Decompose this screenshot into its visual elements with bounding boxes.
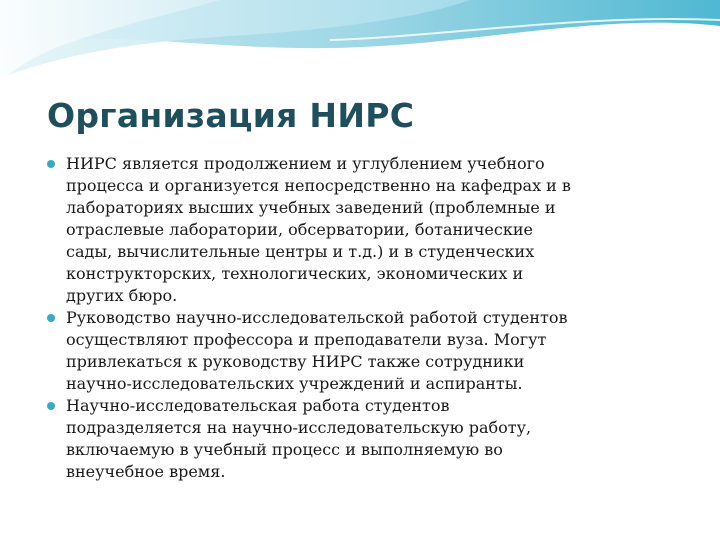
bullet-item-2 xyxy=(46,307,676,395)
bullet-line: Руководство научно-исследовательской работой студентов xyxy=(66,308,568,327)
bullet-text xyxy=(66,395,676,483)
bullet-line: внеучебное время. xyxy=(66,462,226,481)
bullet-list xyxy=(46,153,676,483)
bullet-line: НИРС является продолжением и углублением учебного xyxy=(66,154,545,173)
bullet-line: других бюро. xyxy=(66,286,178,305)
bullet-line: сады, вычислительные центры и т.д.) и в студенческих xyxy=(66,242,535,261)
bullet-line: конструкторских, технологических, экономических и xyxy=(66,264,524,283)
bullet-line: научно-исследовательских учреждений и аспиранты. xyxy=(66,374,523,393)
bullet-dot-icon xyxy=(47,160,55,168)
bullet-item-1 xyxy=(46,153,676,307)
decorative-wave-band xyxy=(0,0,720,100)
slide-title: Организация НИРС xyxy=(47,96,415,135)
bullet-text xyxy=(66,307,676,395)
bullet-line: привлекаться к руководству НИРС также сотрудники xyxy=(66,352,525,371)
bullet-line: осуществляют профессора и преподаватели вуза. Могут xyxy=(66,330,547,349)
bullet-item-3 xyxy=(46,395,676,483)
bullet-line: Научно-исследовательская работа студентов xyxy=(66,396,450,415)
bullet-line: отраслевые лаборатории, обсерватории, ботанические xyxy=(66,220,533,239)
bullet-line: подразделяется на научно-исследовательскую работу, xyxy=(66,418,532,437)
bullet-line: процесса и организуется непосредственно на кафедрах и в xyxy=(66,176,571,195)
bullet-line: включаемую в учебный процесс и выполняемую во xyxy=(66,440,503,459)
bullet-dot-icon xyxy=(47,314,55,322)
bullet-text xyxy=(66,153,676,307)
bullet-line: лабораториях высших учебных заведений (проблемные и xyxy=(66,198,556,217)
bullet-dot-icon xyxy=(47,402,55,410)
